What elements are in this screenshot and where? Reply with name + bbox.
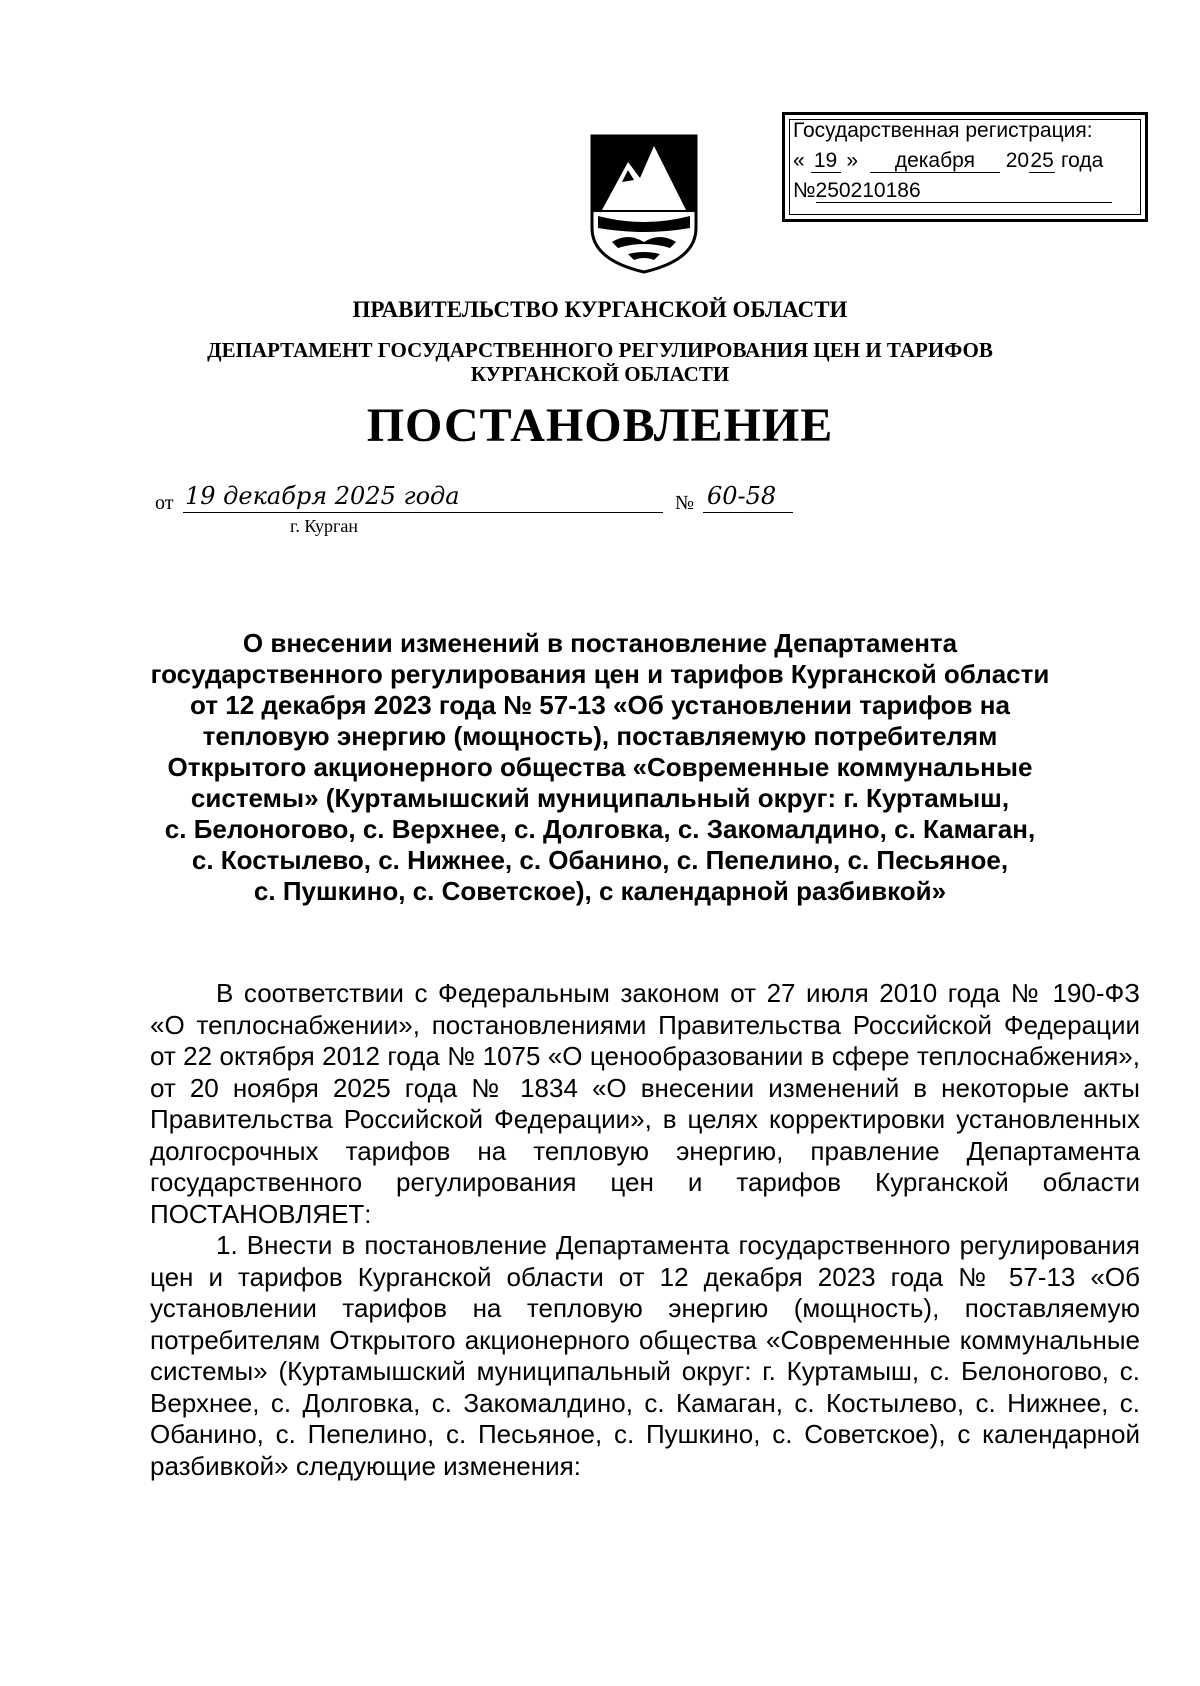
registration-stamp	[782, 112, 1148, 222]
registration-day-close: »	[846, 149, 859, 172]
decree-city: г. Курган	[290, 516, 359, 536]
subject-line: с. Пушкино, с. Советское), с календарной разбивкой»	[253, 876, 947, 906]
registration-year-suffix: 25	[1030, 149, 1054, 172]
subject-line: тепловую энергию (мощность), поставляемую потребителям	[202, 721, 998, 751]
subject-line: системы» (Куртамышский муниципальный округ: г. Куртамыш,	[190, 783, 1010, 813]
decree-date-underline	[183, 512, 663, 513]
registration-month: декабря	[870, 150, 1000, 173]
department-heading-line-1: ДЕПАРТАМЕНТ ГОСУДАРСТВЕННОГО РЕГУЛИРОВАНИЯ ЦЕН И ТАРИФОВ	[207, 338, 993, 362]
registration-day: 19	[811, 150, 841, 173]
registration-number-label: №	[793, 179, 816, 202]
registration-year-prefix: 20	[1005, 149, 1030, 172]
department-heading	[0, 338, 1200, 386]
coat-of-arms-icon	[588, 132, 700, 276]
document-type-title: ПОСТАНОВЛЕНИЕ	[366, 399, 834, 452]
subject-line: О внесении изменений в постановление Департамента	[242, 628, 958, 658]
subject-line: государственного регулирования цен и тарифов Курганской области	[150, 659, 1050, 689]
decree-date-handwritten: 19 декабря 2025 года	[185, 482, 460, 510]
decree-number-label: №	[675, 492, 695, 514]
registration-number: 250210186	[816, 180, 1112, 203]
registration-number-row	[793, 179, 1112, 203]
body-paragraph-item-1: 1. Внести в постановление Департамента государственного регулирования цен и тарифов Курганской области от 12 декабря 2023 года № 57-13 «Об установлении тарифов на тепловую энергию (мощность), поставляемую потребителям Открытого акционерного общества «Современные коммунальные системы» (Куртамышский муниципальный округ: г. Куртамыш, с. Белоногово, с. Верхнее, с. Долговка, с. Закомалдино, с. Камаган, с. Костылево, с. Нижнее, с. Обанино, с. Пепелино, с. Песьяное, с. Пушкино, с. Советское), с календарной разбивкой» следующие изменения:	[150, 1230, 1140, 1481]
subject-line: Открытого акционерного общества «Современные коммунальные	[167, 752, 1033, 782]
registration-title: Государственная регистрация:	[793, 119, 1093, 142]
body-paragraph-preamble: В соответствии с Федеральным законом от 27 июля 2010 года № 190-ФЗ «О теплоснабжении», постановлениями Правительства Российской Федерации от 22 октября 2012 года № 1075 «О ценообразовании в сфере теплоснабжения», от 20 ноября 2025 года № 1834 «О внесении изменений в некоторые акты Правительства Российской Федерации», в целях корректировки установленных долгосрочных тарифов на тепловую энергию, правление Департамента государственного регулирования цен и тарифов Курганской области ПОСТАНОВЛЯЕТ:	[150, 978, 1140, 1229]
document-subject	[140, 628, 1060, 907]
department-heading-line-2: КУРГАНСКОЙ ОБЛАСТИ	[470, 362, 730, 386]
subject-line: с. Белоногово, с. Верхнее, с. Долговка, с. Закомалдино, с. Камаган,	[164, 814, 1036, 844]
registration-date	[793, 149, 1103, 173]
subject-line: от 12 декабря 2023 года № 57-13 «Об установлении тарифов на	[190, 690, 1010, 720]
decree-date-prefix: от	[155, 492, 174, 514]
document-body	[150, 978, 1140, 1482]
government-heading: ПРАВИТЕЛЬСТВО КУРГАНСКОЙ ОБЛАСТИ	[352, 297, 848, 322]
registration-day-open: «	[793, 149, 805, 172]
decree-number-underline	[703, 512, 793, 513]
registration-year-word: года	[1060, 149, 1104, 172]
subject-line: с. Костылево, с. Нижнее, с. Обанино, с. Пепелино, с. Песьяное,	[191, 845, 1009, 875]
decree-number-handwritten: 60-58	[707, 482, 777, 510]
